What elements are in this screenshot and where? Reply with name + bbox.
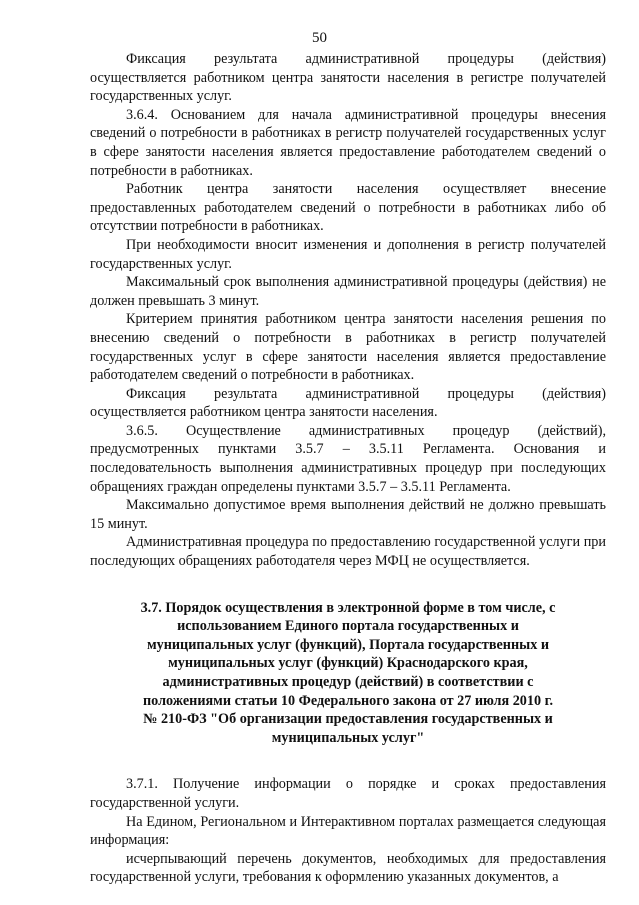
paragraph: Максимальный срок выполнения административной процедуры (действия) не должен превышать 3 минут. [90, 274, 606, 309]
paragraph: При необходимости вносит изменения и дополнения в регистр получателей государственных услуг. [90, 236, 606, 272]
document-body [90, 50, 606, 887]
paragraph: 3.7.1. Получение информации о порядке и сроках предоставления государственной услуги. [90, 776, 606, 811]
paragraph: Фиксация результата административной процедуры (действия) осуществляется работником центра занятости населения в регистре получателей государственных услуг. [90, 51, 606, 105]
paragraph: исчерпывающий перечень документов, необходимых для предоставления государственной услуги, требования к оформлению указанных документов, а [90, 850, 606, 886]
page-number: 50 [312, 30, 327, 46]
paragraph: Работник центра занятости населения осуществляет внесение предоставленных работодателем сведений о потребности в работниках либо об отсутствии потребности в работниках. [90, 181, 606, 235]
paragraph: Максимально допустимое время выполнения действий не должно превышать 15 минут. [90, 497, 606, 532]
paragraph: Административная процедура по предоставлению государственной услуги при последующих обращениях работодателя через МФЦ не осуществляется. [90, 534, 606, 570]
section-heading: 3.7. Порядок осуществления в электронной форме в том числе, с использованием Единого портала государственных и муниципальных услуг (функций), Портала государственных и муниципальных услуг (функций) Краснодарского края, административных процедур (действий) в соответствии с положениями статьи 10 Федерального закона от 27 июля 2010 г. № 210-ФЗ "Об организации предоставления государственных и муниципальных услуг" [140, 599, 556, 746]
paragraph: 3.6.4. Основанием для начала административной процедуры внесения сведений о потребности в работниках в регистр получателей государственных услуг в сфере занятости населения является предоставление работодателем сведений о потребности в работниках. [90, 106, 606, 179]
paragraph: Критерием принятия работником центра занятости населения решения по внесению сведений о потребности в работниках в регистр получателей государственных услуг в сфере занятости населения является предоставление работодателем сведений о потребности в работниках. [90, 311, 606, 384]
paragraph: 3.6.5. Осуществление административных процедур (действий), предусмотренных пунктами 3.5.7 – 3.5.11 Регламента. Основания и последовательность выполнения административных процедур при последующих обращениях граждан определены пунктами 3.5.7 – 3.5.11 Регламента. [90, 422, 606, 495]
paragraph: Фиксация результата административной процедуры (действия) осуществляется работником центра занятости населения. [90, 385, 606, 421]
paragraph: На Едином, Региональном и Интерактивном порталах размещается следующая информация: [90, 813, 606, 849]
